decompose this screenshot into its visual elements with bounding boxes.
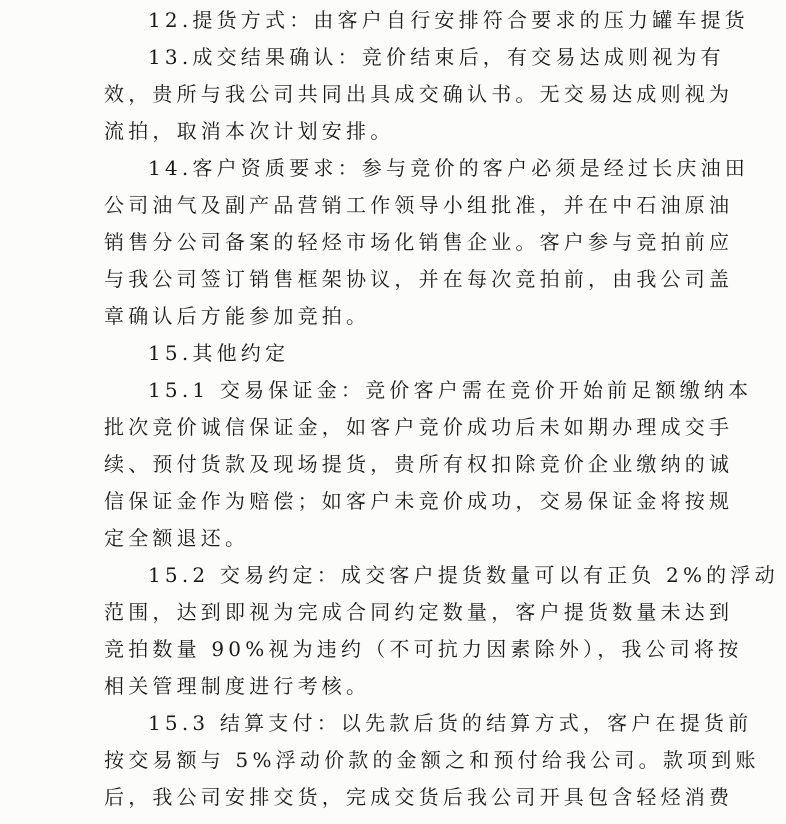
paragraph-14-line-3: 销售分公司备案的轻烃市场化销售企业。客户参与竞拍前应 [104,230,734,254]
paragraph-14-line-4: 与我公司签订销售框架协议，并在每次竞拍前，由我公司盖 [104,267,734,291]
paragraph-15-2-line-1: 15.2 交易约定：成交客户提货数量可以有正负 2%的浮动 [148,563,779,587]
paragraph-13-line-1: 13.成交结果确认：竞价结束后，有交易达成则视为有 [148,45,725,69]
paragraph-15-1-line-4: 信保证金作为赔偿；如客户未竞价成功，交易保证金将按规 [104,489,734,513]
paragraph-15-1-line-1: 15.1 交易保证金：竞价客户需在竞价开始前足额缴纳本 [148,378,753,402]
paragraph-15-1-line-3: 续、预付货款及现场提货，贵所有权扣除竞价企业缴纳的诚 [104,452,734,476]
paragraph-15-1-line-5: 定全额退还。 [104,526,250,550]
paragraph-14-line-1: 14.客户资质要求：参与竞价的客户必须是经过长庆油田 [148,156,750,180]
paragraph-14-line-5: 章确认后方能参加竞拍。 [104,304,371,328]
paragraph-15-2-line-3: 竞拍数量 90%视为违约（不可抗力因素除外），我公司将按 [104,637,743,661]
paragraph-15-3-line-3: 后，我公司安排交货，完成交货后我公司开具包含轻烃消费 [104,785,734,809]
section-15-heading: 15.其他约定 [148,341,290,365]
paragraph-14-line-2: 公司油气及副产品营销工作领导小组批准，并在中石油原油 [104,193,734,217]
paragraph-13-line-2: 效，贵所与我公司共同出具成交确认书。无交易达成则视为 [104,82,734,106]
paragraph-15-1-line-2: 批次竞价诚信保证金，如客户竞价成功后未如期办理成交手 [104,415,734,439]
paragraph-15-3-line-1: 15.3 结算支付：以先款后货的结算方式，客户在提货前 [148,711,753,735]
paragraph-12-line-1: 12.提货方式：由客户自行安排符合要求的压力罐车提货 [148,8,750,32]
paragraph-15-2-line-2: 范围，达到即视为完成合同约定数量，客户提货数量未达到 [104,600,734,624]
paragraph-15-3-line-2: 按交易额与 5%浮动价款的金额之和预付给我公司。款项到账 [104,748,760,772]
paragraph-15-2-line-4: 相关管理制度进行考核。 [104,674,371,698]
paragraph-13-line-3: 流拍，取消本次计划安排。 [104,119,395,143]
